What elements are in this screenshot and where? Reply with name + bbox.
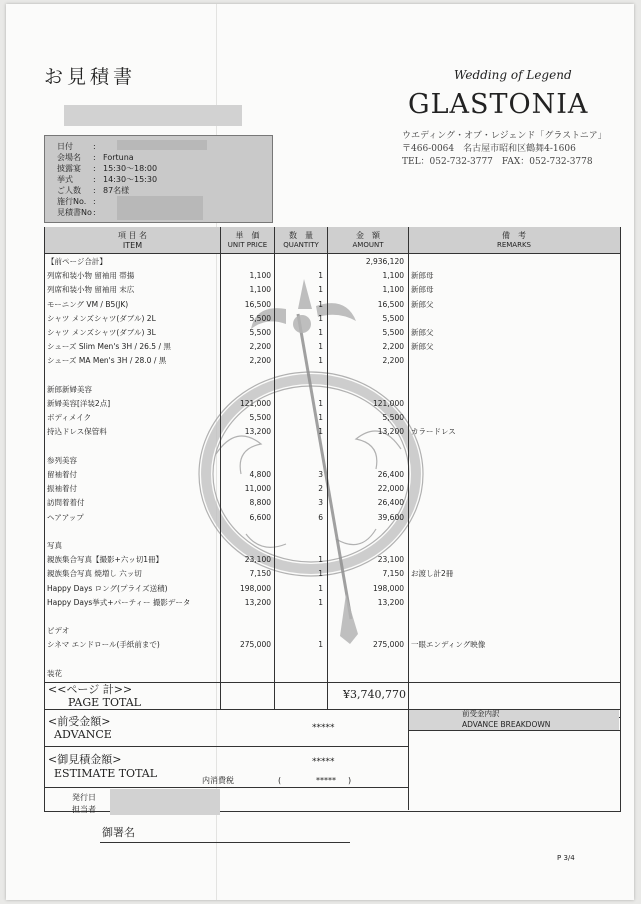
row-item: シャツ メンズシャツ(ダブル) 3L xyxy=(47,328,156,337)
row-remarks: 新郎父 xyxy=(411,342,434,352)
row-remarks: 新郎父 xyxy=(411,328,434,337)
row-amount: 2,200 xyxy=(382,342,404,352)
header-qty-jp: 数 量 xyxy=(289,231,313,240)
person-label: 担当者 xyxy=(72,805,96,814)
breakdown-label-en: ADVANCE BREAKDOWN xyxy=(462,720,551,729)
row-price: 13,200 xyxy=(244,597,271,607)
header-amount-jp: 金 額 xyxy=(356,231,380,240)
row-item: シネマ エンドロール(手紙前まで) xyxy=(47,640,160,650)
row-amount: 2,936,120 xyxy=(365,257,404,266)
row-qty: 1 xyxy=(318,427,323,437)
row-amount: 22,000 xyxy=(377,484,404,494)
row-remarks: 新郎母 xyxy=(411,285,434,295)
info-row: ご人数 : 87名様 xyxy=(57,186,130,195)
advance-label-jp: <前受金額> xyxy=(48,715,111,728)
row-price: 4,800 xyxy=(249,470,271,479)
page-total-label-en: PAGE TOTAL xyxy=(68,696,141,709)
row-qty: 1 xyxy=(318,555,323,565)
row-remarks: カラードレス xyxy=(411,427,456,437)
row-item: ヘアアップ xyxy=(47,512,84,522)
row-amount: 1,100 xyxy=(382,285,404,295)
row-qty: 1 xyxy=(318,342,323,352)
row-item: 装花 xyxy=(47,668,62,678)
advance-label-en: ADVANCE xyxy=(54,728,112,741)
row-qty: 1 xyxy=(318,583,323,593)
row-item: 訪問着着付 xyxy=(47,498,85,508)
row-qty: 1 xyxy=(318,299,323,309)
row-amount: 5,500 xyxy=(382,413,404,423)
document-title: お見積書 xyxy=(44,66,137,88)
estimate-divider-bottom xyxy=(45,787,409,788)
row-price: 121,000 xyxy=(239,399,271,408)
row-remarks: 新郎父 xyxy=(411,299,434,309)
row-amount: 5,500 xyxy=(382,328,404,337)
row-price: 5,500 xyxy=(249,313,271,323)
row-price: 13,200 xyxy=(244,427,271,437)
row-qty: 1 xyxy=(318,640,323,650)
row-amount: 5,500 xyxy=(382,313,404,323)
header-qty-en: QUANTITY xyxy=(283,241,319,249)
row-amount: 23,100 xyxy=(377,555,404,565)
issue-date-label: 発行日 xyxy=(72,793,96,802)
row-qty: 3 xyxy=(318,470,323,479)
header-remarks-jp: 備 考 xyxy=(502,231,526,240)
estimate-value: ***** xyxy=(312,757,335,767)
row-price: 23,100 xyxy=(244,555,271,565)
breakdown-label-jp: 前受金内訳 xyxy=(462,709,500,718)
info-row: 披露宴 : 15:30～18:00 xyxy=(57,164,158,173)
page-number: P 3/4 xyxy=(557,854,575,862)
estimate-divider-top xyxy=(45,746,409,747)
row-amount: 2,200 xyxy=(382,356,404,366)
info-row: 見積書No: xyxy=(57,208,96,217)
row-qty: 2 xyxy=(318,484,323,494)
row-item: Happy Days挙式+パーティー 撮影データ xyxy=(47,597,191,607)
row-item: 持込ドレス保管料 xyxy=(47,427,107,437)
tax-close-paren: ) xyxy=(348,776,352,785)
row-item: 親族集合写真【撮影+六ッ切1冊】 xyxy=(47,555,164,565)
row-amount: 39,600 xyxy=(377,512,404,522)
row-price: 2,200 xyxy=(249,342,271,352)
row-item: 新婦美容[洋装2点] xyxy=(47,399,111,408)
row-amount: 7,150 xyxy=(382,569,404,579)
row-item: 親族集合写真 焼増し 六ッ切 xyxy=(47,569,142,579)
row-amount: 13,200 xyxy=(377,427,404,437)
tax-open-paren: ( xyxy=(278,776,282,785)
header-item-en: ITEM xyxy=(122,241,143,250)
redacted-customer-name xyxy=(64,105,242,126)
row-amount: 121,000 xyxy=(372,399,404,408)
row-amount: 275,000 xyxy=(372,640,404,650)
page-total-label-jp: <<ページ 計>> xyxy=(48,683,133,696)
row-price: 1,100 xyxy=(249,271,271,281)
row-item: 参列美容 xyxy=(47,455,77,465)
row-price: 1,100 xyxy=(249,285,271,295)
row-item: シャツ メンズシャツ(ダブル) 2L xyxy=(47,313,156,323)
row-price: 11,000 xyxy=(244,484,271,494)
brand-address: 〒466-0064 名古屋市昭和区鶴舞4-1606 xyxy=(402,144,576,154)
row-qty: 1 xyxy=(318,313,323,323)
row-qty: 6 xyxy=(318,512,323,522)
event-info-box xyxy=(44,135,273,223)
row-price: 275,000 xyxy=(239,640,271,650)
row-amount: 1,100 xyxy=(382,271,404,281)
row-item: 振袖着付 xyxy=(47,484,77,494)
row-remarks: お渡し計2冊 xyxy=(411,569,454,579)
row-item: ボディメイク xyxy=(47,413,92,423)
row-item: ビデオ xyxy=(47,626,70,636)
row-item: 【前ページ合計】 xyxy=(47,257,107,266)
row-qty: 1 xyxy=(318,413,323,423)
advance-value: ***** xyxy=(312,723,335,733)
page-total-value: ¥3,740,770 xyxy=(343,688,406,701)
header-amount-en: AMOUNT xyxy=(352,241,384,249)
info-row: 施行No. : xyxy=(57,197,96,206)
row-remarks: 一眼エンディング映像 xyxy=(411,640,486,650)
brand-phone: TEL：052-732-3777 FAX：052-732-3778 xyxy=(402,157,593,167)
row-remarks: 新郎母 xyxy=(411,271,434,281)
row-amount: 26,400 xyxy=(377,498,404,508)
row-price: 2,200 xyxy=(249,356,271,366)
row-item: 新郎新婦美容 xyxy=(47,384,92,394)
info-row: 挙式 : 14:30～15:30 xyxy=(57,175,158,184)
row-price: 7,150 xyxy=(249,569,271,579)
row-item: シューズ MA Men's 3H / 28.0 / 黒 xyxy=(47,356,167,366)
row-price: 5,500 xyxy=(249,413,271,423)
row-qty: 1 xyxy=(318,328,323,337)
estimate-document xyxy=(6,4,634,900)
row-item: Happy Days ロング(プライズ送積) xyxy=(47,583,168,593)
row-qty: 3 xyxy=(318,498,323,508)
row-amount: 198,000 xyxy=(372,583,404,593)
redacted-date xyxy=(117,140,207,150)
row-amount: 13,200 xyxy=(377,597,404,607)
row-price: 6,600 xyxy=(249,512,271,522)
row-amount: 26,400 xyxy=(377,470,404,479)
info-row: 日付 : xyxy=(57,142,96,151)
row-item: 留袖着付 xyxy=(47,470,77,479)
row-qty: 1 xyxy=(318,597,323,607)
signature-line xyxy=(100,842,350,843)
row-amount: 16,500 xyxy=(377,299,404,309)
row-qty: 1 xyxy=(318,569,323,579)
row-item: 列席和装小物 留袖用 帯揚 xyxy=(47,271,135,281)
row-qty: 1 xyxy=(318,399,323,408)
header-price-jp: 単 価 xyxy=(235,231,260,240)
row-price: 16,500 xyxy=(244,299,271,309)
redacted-order-no xyxy=(117,196,203,220)
header-price-en: UNIT PRICE xyxy=(227,241,268,249)
signature-label: 御署名 xyxy=(102,826,135,839)
brand-kana: ウエディング・オブ・レジェンド「グラストニア」 xyxy=(402,131,607,141)
info-row: 会場名 : Fortuna xyxy=(57,153,134,162)
estimate-label-en: ESTIMATE TOTAL xyxy=(54,767,158,780)
estimate-label-jp: <御見積金額> xyxy=(48,753,122,766)
row-price: 8,800 xyxy=(249,498,271,508)
brand-logo: GLASTONIA xyxy=(408,89,589,120)
header-item-jp: 項 目 名 xyxy=(117,231,148,240)
header-remarks-en: REMARKS xyxy=(496,241,531,249)
row-qty: 1 xyxy=(318,356,323,366)
row-price: 5,500 xyxy=(249,328,271,337)
tax-label: 内消費税 xyxy=(202,776,234,785)
brand-tagline: Wedding of Legend xyxy=(454,68,572,82)
row-qty: 1 xyxy=(318,271,323,281)
row-qty: 1 xyxy=(318,285,323,295)
redacted-staff xyxy=(110,789,220,815)
tax-value: ***** xyxy=(316,776,336,785)
row-price: 198,000 xyxy=(239,583,271,593)
row-item: 写真 xyxy=(47,541,62,550)
row-item: シューズ Slim Men's 3H / 26.5 / 黒 xyxy=(47,342,171,352)
row-item: 列席和装小物 留袖用 末広 xyxy=(47,285,135,295)
row-item: モーニング VM / B5(JK) xyxy=(47,299,129,309)
